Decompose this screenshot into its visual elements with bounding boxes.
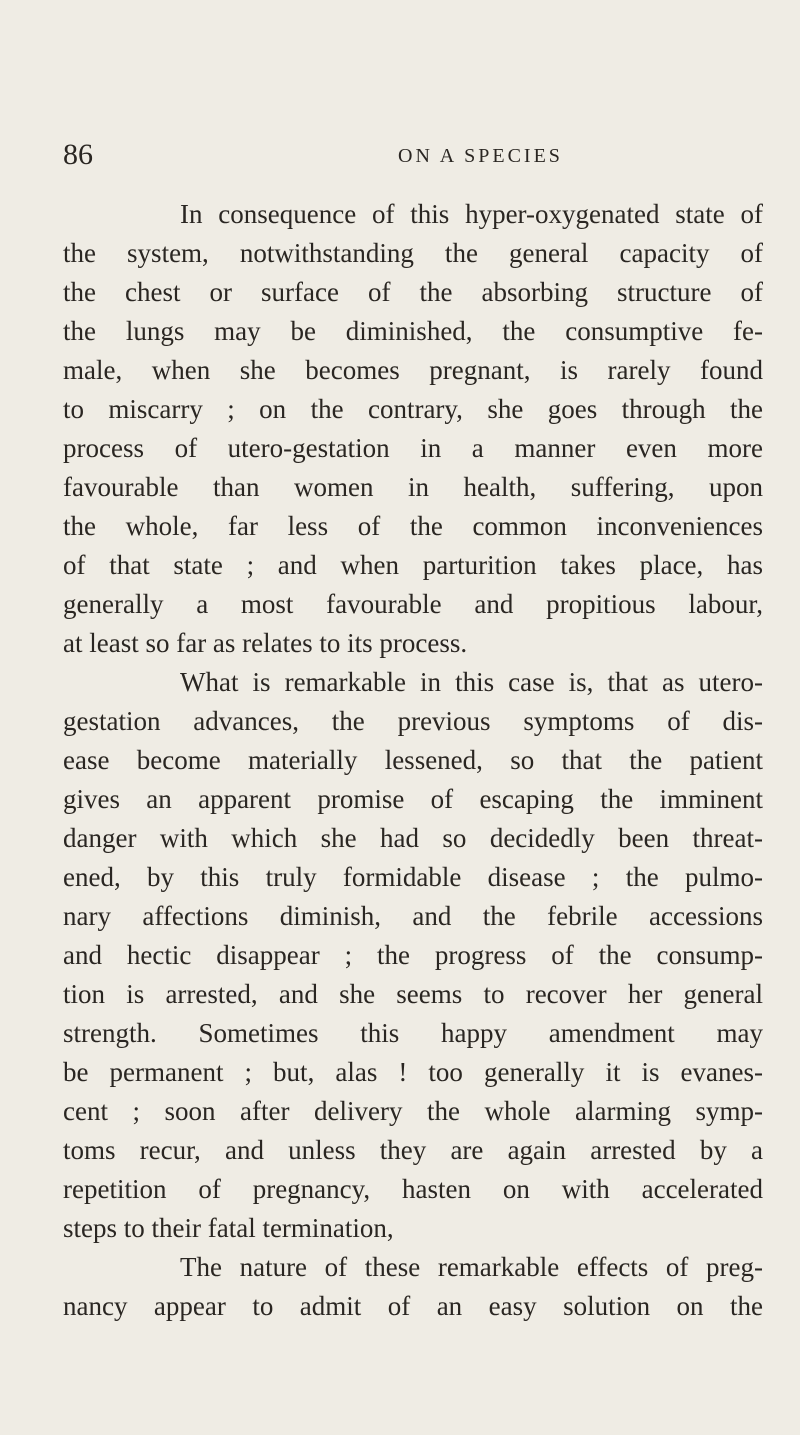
text-line: The nature of these remarkable effects of preg- bbox=[180, 1252, 763, 1282]
text-line: the system, notwithstanding the general capacity of bbox=[63, 238, 763, 268]
text-line: danger with which she had so decidedly been threat- bbox=[63, 823, 763, 853]
text-line: cent ; soon after delivery the whole alarming symp- bbox=[63, 1096, 763, 1126]
text-line: strength. Sometimes this happy amendment may bbox=[63, 1018, 763, 1048]
text-line: at least so far as relates to its process. bbox=[63, 628, 468, 658]
text-line: toms recur, and unless they are again arrested by a bbox=[63, 1135, 763, 1165]
text-line: gives an apparent promise of escaping the imminent bbox=[63, 784, 763, 814]
text-line: of that state ; and when parturition takes place, has bbox=[63, 550, 763, 580]
text-line: favourable than women in health, suffering, upon bbox=[63, 472, 763, 502]
text-line: process of utero-gestation in a manner even more bbox=[63, 433, 763, 463]
text-line: and hectic disappear ; the progress of the consump- bbox=[63, 940, 763, 970]
text-line: In consequence of this hyper-oxygenated state of bbox=[180, 199, 763, 229]
text-line: nary affections diminish, and the febrile accessions bbox=[63, 901, 763, 931]
page-header bbox=[0, 135, 800, 175]
text-line: What is remarkable in this case is, that as utero- bbox=[180, 667, 763, 697]
text-line: ease become materially lessened, so that the patient bbox=[63, 745, 763, 775]
text-line: steps to their fatal termination, bbox=[63, 1213, 394, 1243]
text-line: nancy appear to admit of an easy solution on the bbox=[63, 1291, 763, 1321]
text-line: the whole, far less of the common inconveniences bbox=[63, 511, 763, 541]
text-line: the chest or surface of the absorbing structure of bbox=[63, 277, 763, 307]
running-head: ON A SPECIES bbox=[398, 145, 563, 167]
page-number: 86 bbox=[63, 138, 93, 171]
text-line: be permanent ; but, alas ! too generally it is evanes- bbox=[63, 1057, 763, 1087]
text-line: gestation advances, the previous symptoms of dis- bbox=[63, 706, 763, 736]
text-line: the lungs may be diminished, the consumptive fe- bbox=[63, 316, 763, 346]
text-line: repetition of pregnancy, hasten on with accelerated bbox=[63, 1174, 763, 1204]
text-line: tion is arrested, and she seems to recover her general bbox=[63, 979, 763, 1009]
text-line: male, when she becomes pregnant, is rarely found bbox=[63, 355, 763, 385]
text-line: to miscarry ; on the contrary, she goes through the bbox=[63, 394, 763, 424]
text-line: ened, by this truly formidable disease ; the pulmo- bbox=[63, 862, 763, 892]
text-line: generally a most favourable and propitious labour, bbox=[63, 589, 763, 619]
